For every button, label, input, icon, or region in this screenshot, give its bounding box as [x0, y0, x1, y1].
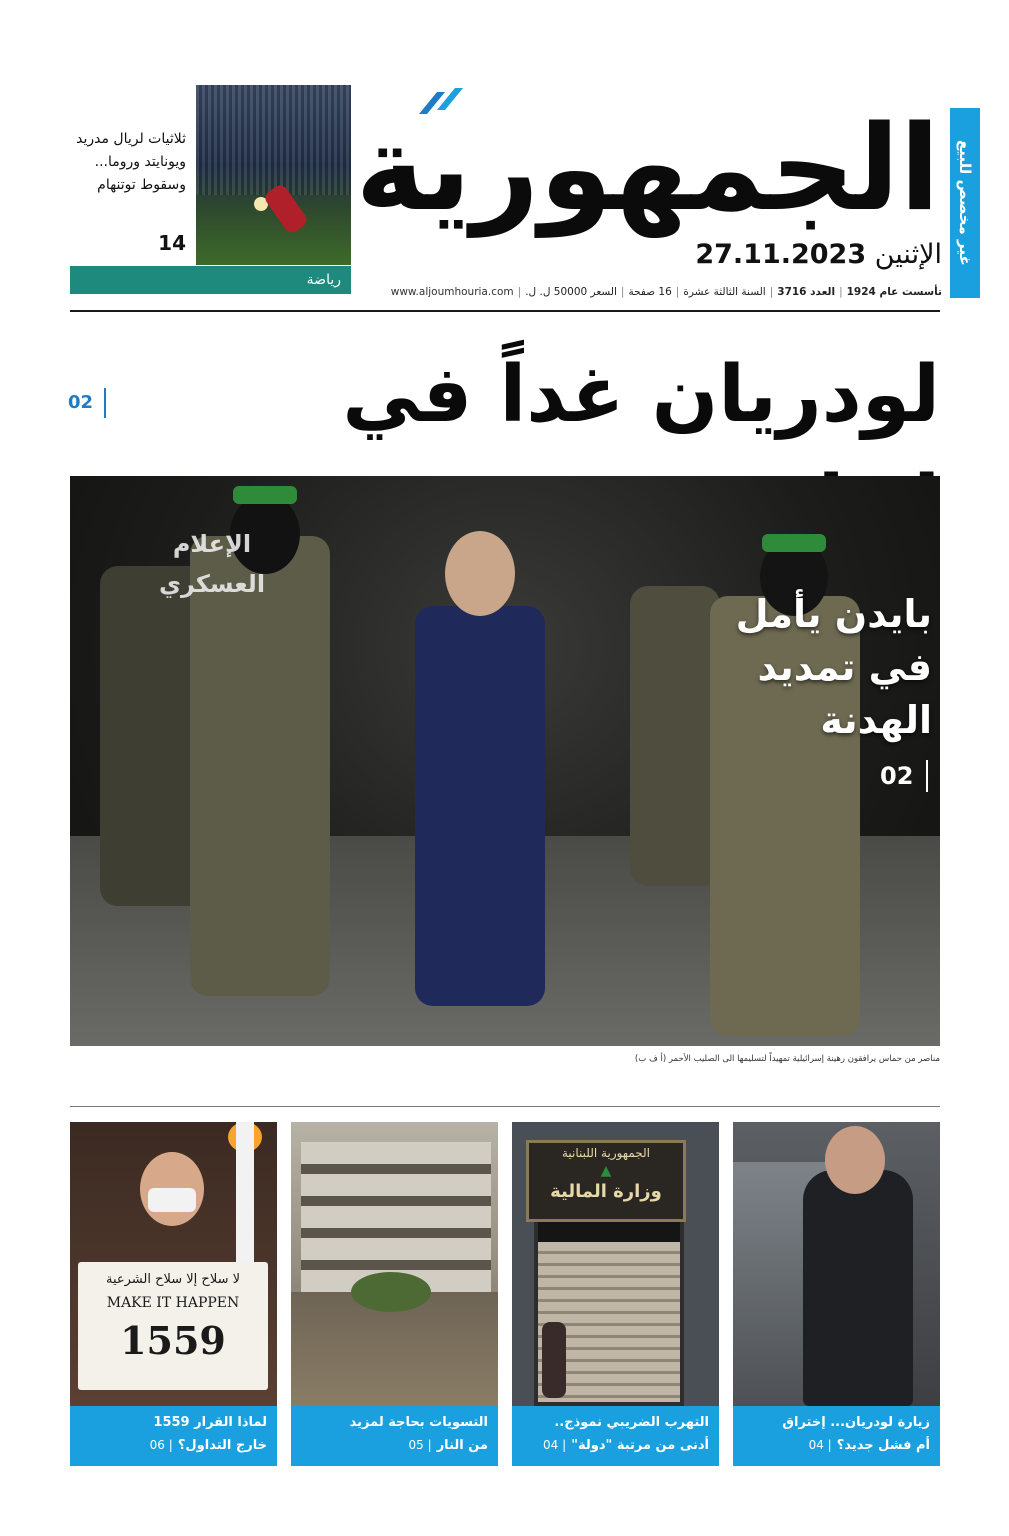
plaque-top-text: الجمهورية اللبنانية — [561, 1146, 651, 1160]
ministry-plaque — [526, 1140, 686, 1222]
overlay-headline[interactable]: بايدن يأمل في تمديد الهدنة — [735, 592, 932, 742]
pages-info: 16 صفحة — [628, 286, 672, 298]
teaser-page-number: 04 — [808, 1438, 824, 1452]
sign-arabic-text: لا سلاح إلا سلاح الشرعية — [105, 1272, 241, 1287]
cedar-icon: ▲ — [600, 1163, 612, 1179]
sport-page-number: 14 — [158, 231, 186, 255]
sport-photo[interactable] — [196, 85, 351, 265]
teaser-page-number: 04 — [543, 1438, 559, 1452]
teaser-title-bar[interactable]: لماذا القرار 1559 خارج التداول؟ | 06 — [70, 1406, 277, 1466]
sign-english-text: MAKE IT HAPPEN — [106, 1295, 240, 1311]
photo-caption: مناصر من حماس يرافقون رهينة إسرائيلية تمهيداً لتسليمها الى الصليب الأحمر (أ ف ب) — [634, 1054, 940, 1064]
overlay-page-number: 02 — [878, 760, 928, 792]
teaser-page-number: 06 — [149, 1438, 165, 1452]
main-photo[interactable] — [70, 476, 940, 1046]
website-link[interactable]: www.aljoumhouria.com — [390, 286, 514, 298]
teaser-title-line2: خارج التداول؟ — [177, 1438, 267, 1453]
not-for-sale-tag — [950, 108, 980, 298]
sport-section-label: رياضة — [306, 272, 341, 288]
section-divider — [70, 1106, 940, 1107]
issue-date-value: 27.11.2023 — [695, 239, 867, 270]
teaser-title-line1: التسويات بحاجة لمزيد — [349, 1415, 488, 1430]
teaser-title-line2: من النار — [436, 1438, 488, 1453]
teaser-title-line1: لماذا القرار 1559 — [153, 1415, 267, 1430]
sign-number: 1559 — [120, 1318, 226, 1363]
teaser-title-line1: التهرب الضريبي نموذج.. — [554, 1415, 709, 1430]
issue-info: تأسست عام 1924|العدد 3716|السنة الثالثة عشرة|16 صفحة|السعر 50000 ل. ل.|www.aljoumhouria.com — [390, 286, 942, 298]
issue-date — [600, 238, 942, 272]
issue-number: العدد 3716 — [777, 286, 836, 298]
price-info: السعر 50000 ل. ل. — [525, 286, 617, 298]
not-for-sale-label: غير مخصص للبيع — [956, 140, 974, 266]
sport-section-bar[interactable] — [70, 266, 351, 294]
teaser-title-line1: زيارة لودريان... إختراق — [782, 1415, 930, 1430]
plaque-main-text: وزارة المالية — [550, 1181, 662, 1202]
teaser-title-line2: أم فشل جديد؟ — [836, 1438, 930, 1453]
teaser-card[interactable] — [733, 1122, 940, 1466]
teaser-page-number: 05 — [408, 1438, 424, 1452]
teaser-card[interactable] — [70, 1122, 277, 1466]
issue-day: الإثنين — [874, 239, 942, 270]
founded-info: تأسست عام 1924 — [846, 286, 942, 298]
headline-page-number: 02 — [66, 388, 106, 418]
teaser-photo — [512, 1122, 719, 1406]
teaser-title-bar[interactable]: التهرب الضريبي نموذج.. أدنى من مرتبة "دولة" | 04 — [512, 1406, 719, 1466]
protest-sign — [78, 1262, 268, 1390]
teaser-title-line2: أدنى من مرتبة "دولة" — [571, 1438, 709, 1453]
teaser-title-bar[interactable]: زيارة لودريان... إختراق أم فشل جديد؟ | 04 — [733, 1406, 940, 1466]
main-headline[interactable]: لودريان غداً في — [342, 350, 940, 440]
teaser-card[interactable] — [291, 1122, 498, 1466]
newspaper-logo[interactable]: الجمهورية — [355, 99, 940, 237]
teaser-photo — [733, 1122, 940, 1406]
sport-teaser-text[interactable]: ثلاثيات لريال مدريد ويونايتد وروما... وسقوط توتنهام — [76, 131, 186, 193]
teaser-title-bar[interactable]: التسويات بحاجة لمزيد من النار | 05 — [291, 1406, 498, 1466]
teaser-card[interactable] — [512, 1122, 719, 1466]
teaser-photo — [70, 1122, 277, 1406]
photo-watermark: الإعلام العسكري — [158, 530, 266, 598]
year-info: السنة الثالثة عشرة — [683, 286, 766, 298]
masthead-divider — [70, 310, 940, 312]
teaser-photo — [291, 1122, 498, 1406]
